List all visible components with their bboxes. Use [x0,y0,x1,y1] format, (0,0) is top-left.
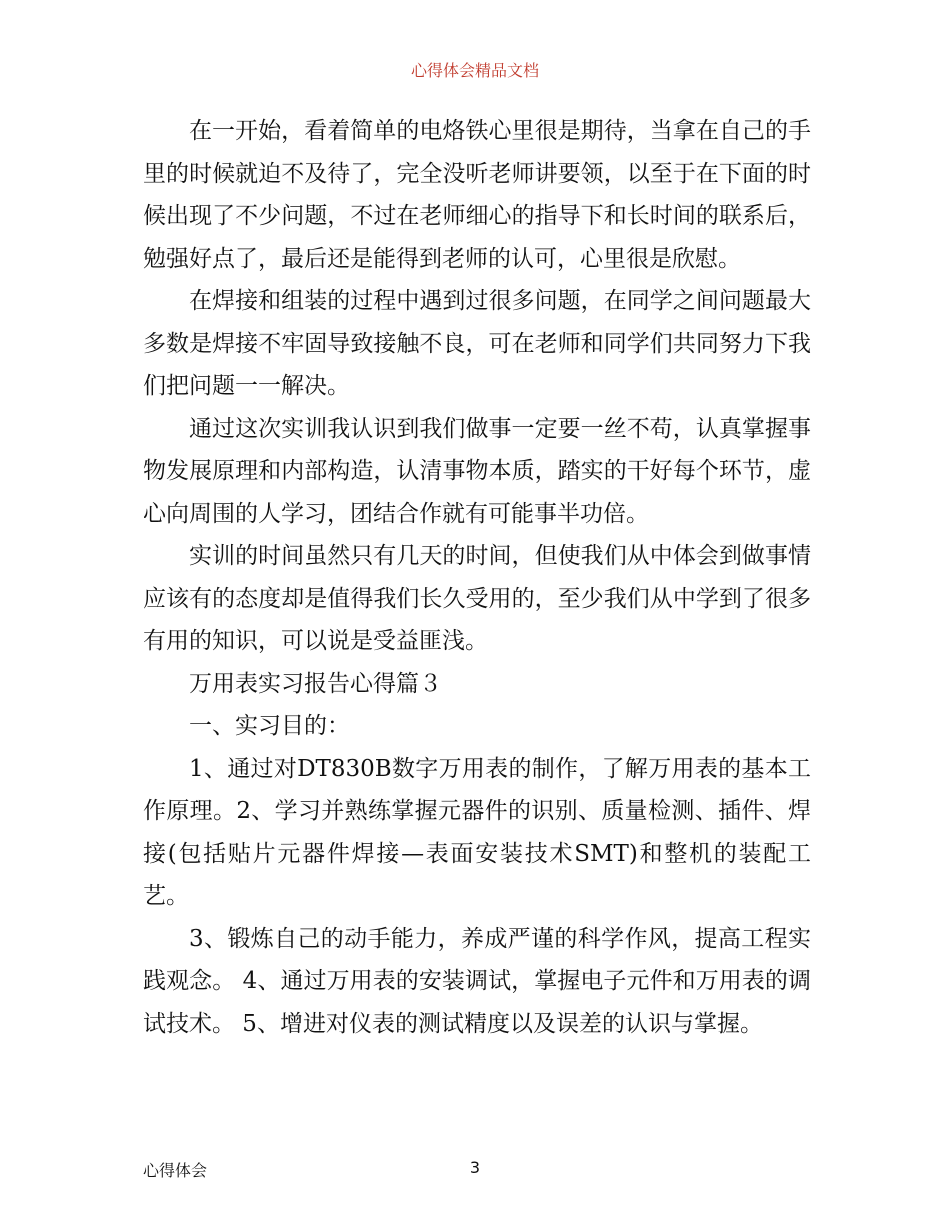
section-heading: 万用表实习报告心得篇３ [189,670,442,697]
paragraph: 实训的时间虽然只有几天的时间，但使我们从中体会到做事情应该有的态度却是值得我们长久受用的，至少我们从中学到了很多有用的知识，可以说是受益匪浅。 [143,543,811,654]
paragraph: 在焊接和组装的过程中遇到过很多问题，在同学之间问题最大多数是焊接不牢固导致接触不良，可在老师和同学们共同努力下我们把问题一一解决。 [143,288,811,399]
paragraph: 3、锻炼自己的动手能力，养成严谨的科学作风，提高工程实践观念。 4、通过万用表的安装调试，掌握电子元件和万用表的调试技术。 5、增进对仪表的测试精度以及误差的认识与掌握。 [143,925,811,1037]
document-header: 心得体会精品文档 [410,61,539,80]
document-body [143,110,811,1045]
subsection-heading: 一、实习目的： [189,713,350,739]
paragraph: 在一开始，看着简单的电烙铁心里很是期待，当拿在自己的手里的时候就迫不及待了，完全没听老师讲要领，以至于在下面的时候出现了不少问题，不过在老师细心的指导下和长时间的联系后，勉强好点了，最后还是能得到老师的认可，心里很是欣慰。 [143,118,811,272]
paragraph: 通过这次实训我认识到我们做事一定要一丝不苟，认真掌握事物发展原理和内部构造，认清事物本质，踏实的干好每个环节，虚心向周围的人学习，团结合作就有可能事半功倍。 [143,415,811,527]
page-number: 3 [469,1158,481,1177]
paragraph: 1、通过对DT830B数字万用表的制作，了解万用表的基本工作原理。2、学习并熟练掌握元器件的识别、质量检测、插件、焊接(包括贴片元器件焊接—表面安装技术SMT)和整机的装配工艺。 [143,755,811,909]
footer-label: 心得体会 [143,1161,208,1180]
